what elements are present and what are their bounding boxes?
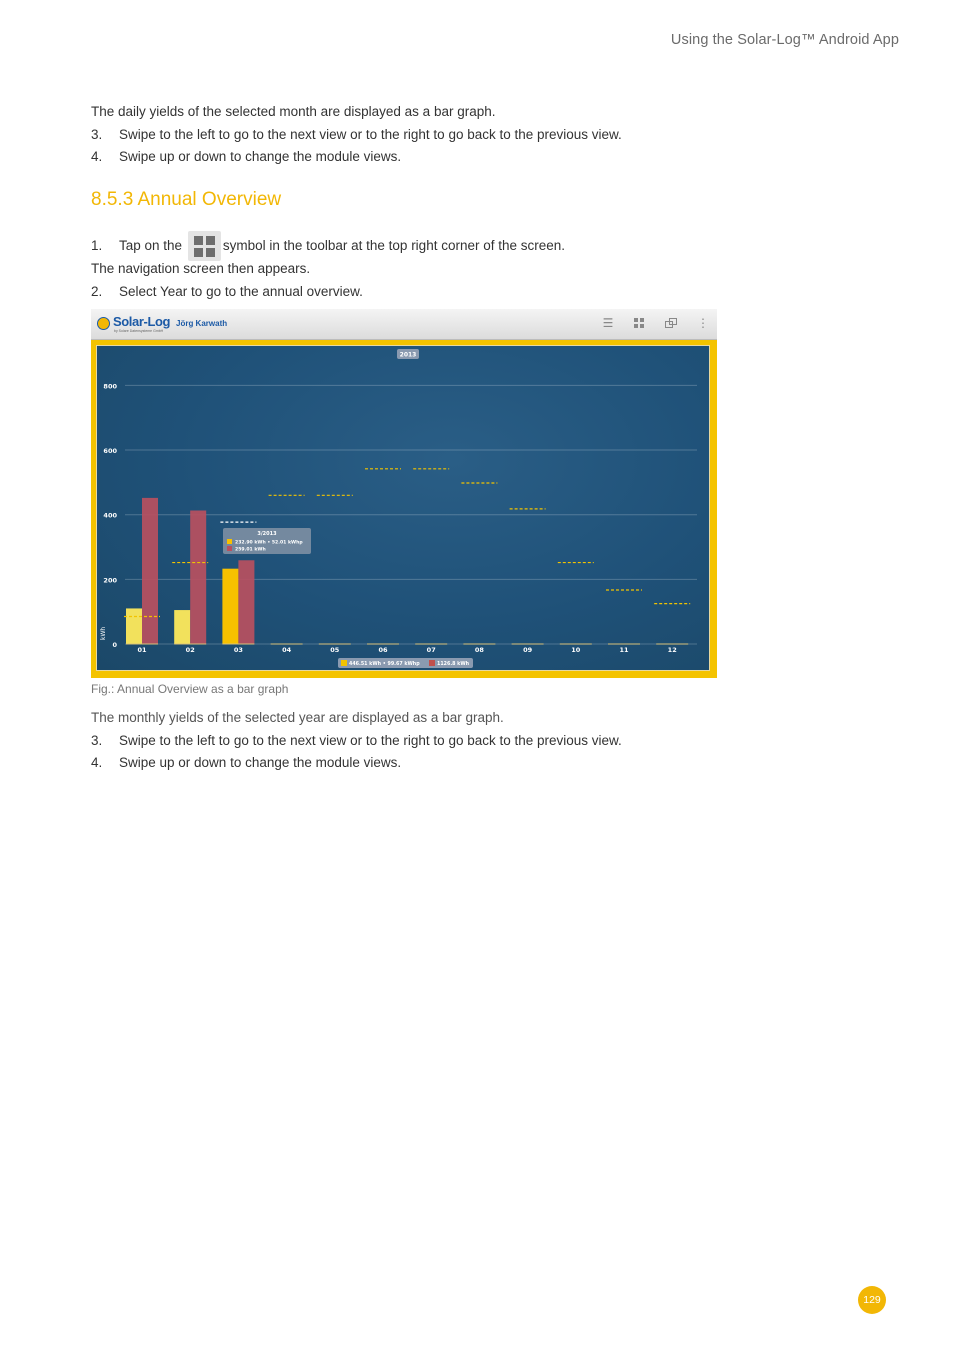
- app-logo-text: Solar-Log: [113, 314, 171, 329]
- x-tick-label: 12: [667, 646, 677, 654]
- x-tick-label: 05: [330, 646, 340, 654]
- list-number: 4.: [91, 149, 103, 164]
- bar-yield: [174, 610, 190, 644]
- annual-chart-panel[interactable]: [96, 345, 710, 671]
- overflow-menu-icon[interactable]: ⋮: [697, 316, 709, 330]
- step-1-note: The navigation screen then appears.: [91, 261, 311, 276]
- step-2-text: Select Year to go to the annual overview.: [119, 284, 363, 299]
- running-header: Using the Solar-Log™ Android App: [670, 32, 899, 48]
- y-tick-label: 200: [103, 576, 117, 585]
- bar-consumption: [142, 498, 158, 644]
- grid-icon: [188, 231, 221, 261]
- x-tick-label: 06: [378, 646, 388, 654]
- page-number-badge: 129: [858, 1286, 886, 1314]
- x-tick-label: 01: [137, 646, 147, 654]
- step-1-text-before: Tap on the: [119, 238, 183, 253]
- bar-yield: [126, 608, 142, 644]
- chart-title: 2013: [399, 351, 417, 359]
- step-1: [91, 231, 565, 261]
- figure-caption: Fig.: Annual Overview as a bar graph: [91, 682, 289, 696]
- tooltip-swatch-yield: [227, 539, 232, 544]
- y-tick-label: 600: [103, 447, 117, 456]
- legend-label-consumption: 1126.8 kWh: [437, 662, 470, 667]
- list-number: 3.: [91, 733, 103, 748]
- list-text: Swipe up or down to change the module views.: [119, 149, 402, 164]
- tooltip-line-2: 259.01 kWh: [235, 547, 266, 553]
- grid-icon-graphic: [632, 316, 646, 330]
- section-heading: 8.5.3 Annual Overview: [91, 189, 282, 210]
- x-tick-label: 07: [426, 646, 436, 654]
- x-tick-label: 09: [523, 646, 533, 654]
- y-axis-label: kWh: [100, 626, 107, 640]
- intro-list-item: [91, 127, 622, 142]
- list-text: Swipe to the left to go to the next view or to the right to go back to the previous view.: [119, 733, 622, 748]
- tooltip-swatch-consumption: [227, 546, 232, 551]
- outro-paragraph: The monthly yields of the selected year are displayed as a bar graph.: [91, 710, 504, 725]
- legend-swatch-consumption: [429, 660, 435, 666]
- app-logo-subtitle: by Solare Datensysteme GmbH: [114, 329, 164, 333]
- intro-list-item: [91, 149, 401, 164]
- annual-bar-chart[interactable]: [97, 346, 709, 670]
- step-2: [91, 284, 363, 299]
- grid-icon[interactable]: [632, 316, 646, 330]
- x-tick-label: 08: [474, 646, 484, 654]
- y-tick-label: 0: [112, 641, 117, 649]
- list-number: 3.: [91, 127, 103, 142]
- bar-yield: [222, 569, 238, 644]
- step-1-text-after: symbol in the toolbar at the top right corner of the screen.: [222, 238, 566, 253]
- tooltip-line-1: 232.90 kWh • 52.01 kWhp: [235, 540, 303, 546]
- list-text: Swipe up or down to change the module views.: [119, 755, 402, 770]
- bar-consumption: [190, 510, 206, 644]
- outro-list-item: [91, 755, 401, 770]
- x-tick-label: 03: [233, 646, 243, 654]
- window-icon-graphic: [664, 316, 678, 330]
- x-tick-label: 02: [185, 646, 195, 654]
- x-tick-label: 10: [571, 646, 581, 654]
- list-number: 1.: [91, 238, 103, 253]
- list-text: Swipe to the left to go to the next view or to the right to go back to the previous view.: [119, 127, 622, 142]
- legend-swatch-yield: [341, 660, 347, 666]
- app-toolbar: [91, 309, 717, 340]
- user-name: Jörg Karwath: [176, 319, 228, 328]
- y-tick-label: 400: [103, 511, 117, 520]
- window-icon[interactable]: [664, 316, 678, 330]
- list-icon[interactable]: ☰: [602, 316, 614, 330]
- tooltip-title: 3/2013: [257, 531, 277, 537]
- intro-paragraph: The daily yields of the selected month are displayed as a bar graph.: [91, 104, 496, 119]
- solar-log-logo-icon: [97, 317, 110, 330]
- outro-list-item: [91, 733, 622, 748]
- legend-label-yield: 446.51 kWh • 99.67 kWhp: [349, 662, 420, 667]
- y-tick-label: 800: [103, 382, 117, 391]
- app-screenshot: [91, 309, 717, 678]
- bar-consumption: [238, 560, 254, 644]
- x-tick-label: 04: [282, 646, 292, 654]
- x-tick-label: 11: [619, 646, 629, 654]
- list-number: 4.: [91, 755, 103, 770]
- list-number: 2.: [91, 284, 103, 299]
